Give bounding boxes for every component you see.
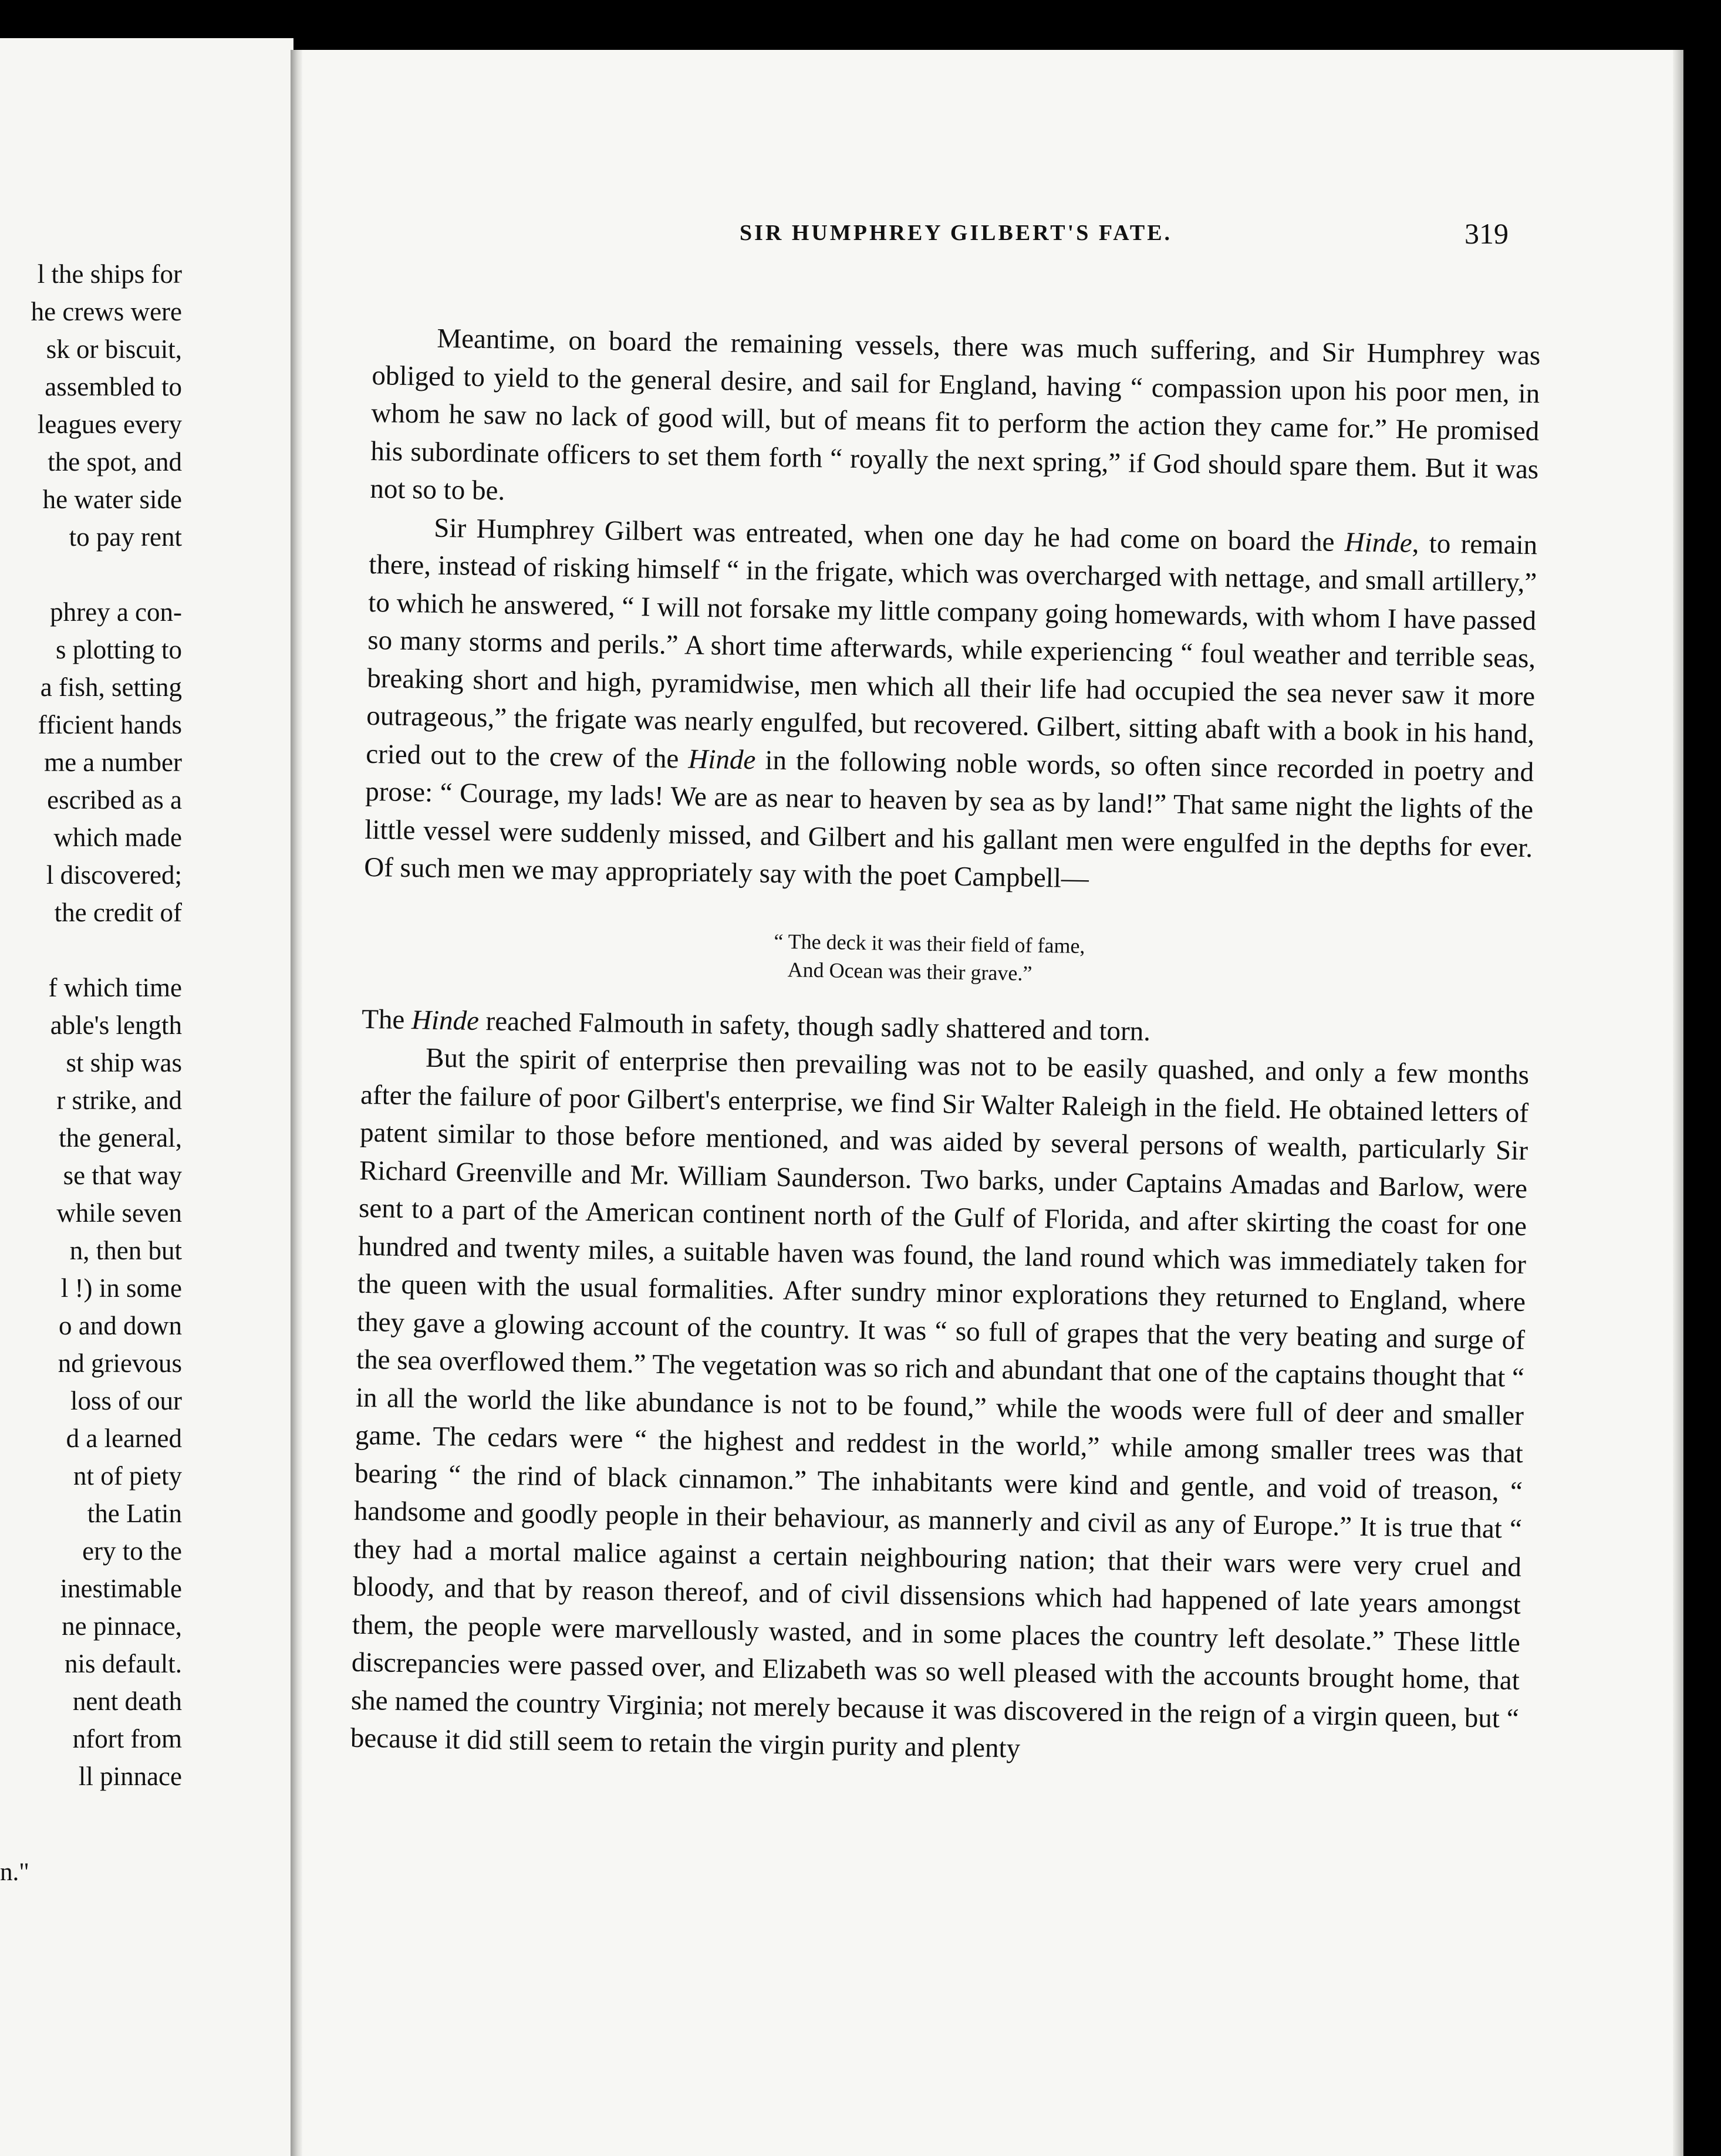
paragraph-text: in the following noble words, so often since recorded in poetry and prose: “ Courage, my lads! We are as near to heaven by sea as by land!” That same night the lights of the little vessel were suddenly missed, and Gilbert and his gallant men were engulfed in the depths for ever. Of such men we may appropriately say with the poet Campbell— <box>363 744 1534 894</box>
right-page <box>302 50 1673 2156</box>
left-page-line: r strike, and <box>56 1086 182 1115</box>
campbell-verse <box>362 920 1531 995</box>
left-page-line: nfort from <box>72 1724 182 1753</box>
left-facing-page <box>0 38 293 2156</box>
left-page-line: to pay rent <box>69 522 182 552</box>
left-page-text <box>0 255 182 1891</box>
running-title: SIR HUMPHREY GILBERT'S FATE. <box>740 221 1173 245</box>
left-page-line: leagues every <box>37 410 182 439</box>
left-page-line: nent death <box>72 1687 182 1716</box>
left-page-line: assembled to <box>45 372 182 401</box>
left-page-line: ery to the <box>82 1536 182 1566</box>
left-page-line: d a learned <box>66 1424 182 1453</box>
paragraph-gap <box>0 556 182 593</box>
left-page-line: l the ships for <box>37 259 182 289</box>
paragraph-text: The <box>361 1003 412 1035</box>
left-page-line: o and down <box>59 1311 182 1340</box>
paragraph-text: reached Falmouth in safety, though sadly shattered and torn. <box>478 1005 1151 1047</box>
left-page-line: he water side <box>42 485 182 514</box>
paragraph-text: , to remain there, instead of risking himself “ in the frigate, which was overcharged with nettage, and small artillery,” to which he answered, “ I will not forsake my little company going homewards, with whom I have passed so many storms and perils.” A short time afterwards, while experiencing “ foul weather and terrible seas, breaking short and high, pyramidwise, men which all their life had occupied the sea never saw it more outrageous,” the frigate was nearly engulfed, but recovered. Gilbert, sitting abaft with a book in his hand, cried out to the crew of the <box>365 528 1538 775</box>
body-text <box>350 319 1540 1775</box>
paragraph-text: Sir Humphrey Gilbert was entreated, when one day he had come on board the <box>434 512 1345 557</box>
left-page-line: f which time <box>48 973 182 1002</box>
page-number: 319 <box>1464 217 1509 250</box>
left-page-line: nt of piety <box>73 1461 182 1491</box>
book-gutter <box>291 50 302 2156</box>
left-page-last-line: n." <box>0 1858 29 1886</box>
left-page-line: s plotting to <box>55 635 182 664</box>
left-page-line: n, then but <box>69 1236 182 1265</box>
left-page-line: the credit of <box>54 898 182 927</box>
left-page-line: ll pinnace <box>78 1762 182 1791</box>
left-page-line: nd grievous <box>58 1349 182 1378</box>
left-page-line: loss of our <box>70 1386 182 1415</box>
left-page-line: se that way <box>63 1161 182 1190</box>
paragraph-meantime: Meantime, on board the remaining vessels, there was much suffering, and Sir Humphrey was obliged to yield to the general desire, and sail for England, having “ compassion upon his poor men, in whom he saw no lack of good will, but of means fit to perform the action they came for.” He promised his subordinate officers to set them forth “ royally the next spring,” if God should spare them. But it was not so to be. <box>370 323 1541 506</box>
verse-line: And Ocean was their grave.” <box>787 957 1032 985</box>
left-page-line: able's length <box>50 1011 182 1040</box>
left-page-line: the spot, and <box>48 447 182 477</box>
ship-name: Hinde <box>688 744 756 775</box>
paragraph-raleigh: But the spirit of enterprise then prevailing was not to be easily quashed, and only a few months after the failure of poor Gilbert's enterprise, we find Sir Walter Raleigh in the field. He obtained letters of patent similar to those before mentioned, and was aided by several persons of wealth, particularly Sir Richard Greenville and Mr. William Saunderson. Two barks, under Captains Amadas and Barlow, were sent to a part of the American continent north of the Gulf of Florida, and after skirting the coast for one hundred and twenty miles, a suitable haven was found, the land round which was immediately taken for the queen with the usual formalities. After sundry minor explorations they returned to England, where they gave a glowing account of the country. It was “ so full of grapes that the very beating and surge of the sea overflowed them.” The vegetation was so rich and abundant that one of the captains thought that “ in all the world the like abundance is not to be found,” while the woods were full of deer and smaller game. The cedars were “ the highest and reddest in the world,” while among smaller trees was that bearing “ the rind of black cinnamon.” The inhabitants were kind and gentle, and void of treason, “ handsome and goodly people in their behaviour, as mannerly and civil as any of Europe.” It is true that “ they had a mortal malice against a certain neighbouring nation; that their wars were very cruel and bloody, and that by reason thereof, and of civil dissensions which had happened of late years amongst them, the people were marvellously wasted, and in some places the country left desolate.” These little discrepancies were passed over, and Elizabeth was so well pleased with the accounts brought home, that she named the country Virginia; not merely because it was discovered in the reign of a virgin queen, but “ because it did still seem to retain the virgin purity and plenty <box>350 1042 1530 1764</box>
running-head <box>302 217 1673 255</box>
left-page-line: he crews were <box>31 297 182 326</box>
left-page-line: escribed as a <box>47 785 182 815</box>
paragraph-gilbert-entreated <box>364 508 1538 904</box>
left-page-line: ne pinnace, <box>62 1611 182 1641</box>
left-page-line: fficient hands <box>38 710 182 739</box>
left-page-line: phrey a con- <box>50 597 182 627</box>
left-page-line: which made <box>53 823 182 852</box>
left-page-line: the Latin <box>87 1499 182 1528</box>
ship-name: Hinde <box>1344 526 1413 559</box>
left-page-line: while seven <box>56 1198 182 1228</box>
left-page-line: the general, <box>59 1123 182 1153</box>
page-edge <box>1673 50 1683 2156</box>
paragraph-gap <box>0 931 182 969</box>
left-page-line: a fish, setting <box>40 673 182 702</box>
left-page-line: st ship was <box>66 1048 182 1077</box>
left-page-line: l !) in some <box>60 1273 182 1303</box>
left-page-line: l discovered; <box>46 860 182 890</box>
left-page-line: inestimable <box>60 1574 182 1603</box>
left-page-line: sk or biscuit, <box>46 334 182 364</box>
left-page-line: me a number <box>44 748 182 777</box>
left-page-line: nis default. <box>65 1649 182 1678</box>
ship-name: Hinde <box>411 1004 480 1036</box>
verse-line: “ The deck it was their field of fame, <box>774 929 1085 958</box>
